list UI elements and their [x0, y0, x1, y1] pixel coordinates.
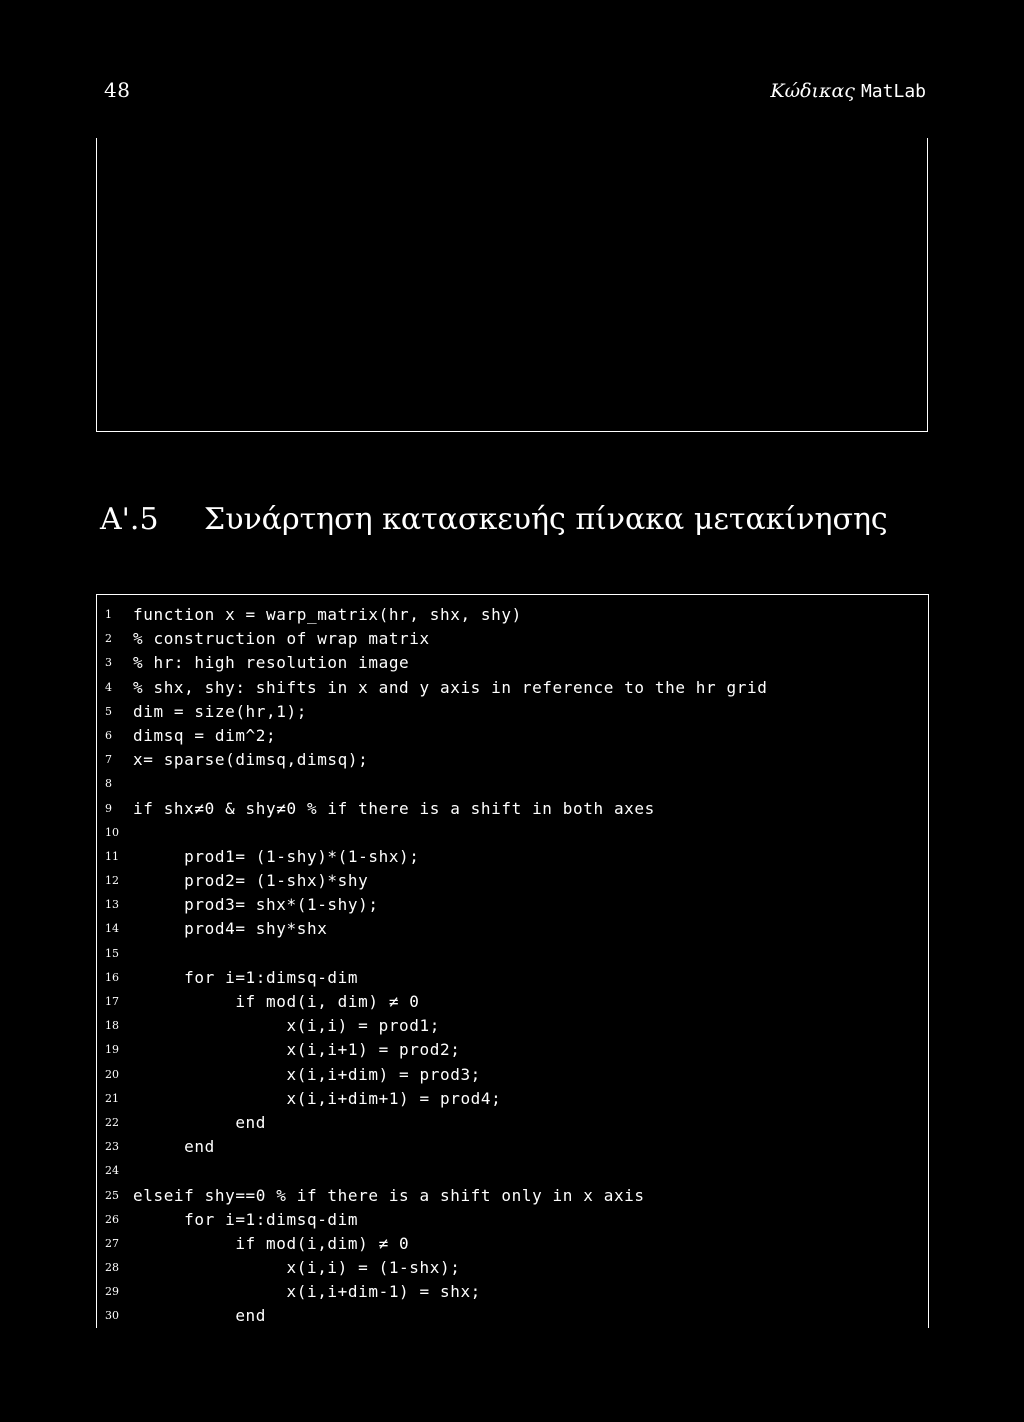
- code-text: if mod(i, dim) ≠ 0: [133, 992, 420, 1011]
- line-number: 11: [105, 849, 119, 863]
- code-line: [97, 1135, 928, 1159]
- line-number: 26: [105, 1212, 119, 1226]
- code-line: [97, 1232, 928, 1256]
- code-text: prod2= (1-shx)*shy: [133, 871, 369, 891]
- code-text: x(i,i) = (1-shx);: [133, 1258, 461, 1278]
- line-number: 3: [105, 656, 112, 670]
- line-number: 12: [105, 874, 119, 888]
- code-line: [97, 942, 928, 966]
- line-number: 20: [105, 1067, 119, 1081]
- code-line: [97, 1038, 928, 1062]
- code-line: [97, 893, 928, 917]
- section-title: Συνάρτηση κατασκευής πίνακα μετακίνησης: [204, 502, 888, 537]
- line-number: 27: [105, 1236, 119, 1250]
- code-line: [97, 821, 928, 845]
- code-text: x= sparse(dimsq,dimsq);: [133, 750, 369, 770]
- code-line: [97, 748, 928, 772]
- previous-code-box: [96, 138, 928, 432]
- code-text: end: [133, 1306, 267, 1326]
- line-number: 25: [105, 1188, 119, 1202]
- code-line: [97, 603, 928, 627]
- running-title: [770, 80, 926, 102]
- running-title-code: MatLab: [860, 81, 926, 102]
- line-number: 29: [105, 1285, 119, 1299]
- code-line: [97, 1087, 928, 1111]
- line-number: 13: [105, 898, 119, 912]
- section-heading: [100, 502, 888, 537]
- code-text: % shx, shy: shifts in x and y axis in reference to the hr grid: [133, 677, 768, 697]
- code-line: [97, 1063, 928, 1087]
- code-line: [97, 651, 928, 675]
- code-text: for i=1:dimsq-dim: [133, 967, 359, 987]
- code-text: dim = size(hr,1);: [133, 701, 307, 721]
- code-line: [97, 845, 928, 869]
- code-line: [97, 966, 928, 990]
- line-number: 28: [105, 1261, 119, 1275]
- code-text: x(i,i+dim+1) = prod4;: [133, 1088, 502, 1108]
- line-number: 6: [105, 728, 112, 742]
- code-line: [97, 1184, 928, 1208]
- line-number: 30: [105, 1309, 119, 1323]
- code-line: [97, 1280, 928, 1304]
- line-number: 18: [105, 1019, 119, 1033]
- code-line: [97, 917, 928, 941]
- code-listing: [96, 594, 929, 1328]
- line-number: 23: [105, 1140, 119, 1154]
- code-text: prod1= (1-shy)*(1-shx);: [133, 846, 420, 866]
- code-line: [97, 797, 928, 821]
- code-line: [97, 700, 928, 724]
- code-text: prod3= shx*(1-shy);: [133, 895, 379, 915]
- line-number: 4: [105, 680, 112, 694]
- code-text: prod4= shy*shx: [133, 919, 328, 939]
- line-number: 15: [105, 946, 119, 960]
- code-text: x(i,i+dim) = prod3;: [133, 1064, 481, 1084]
- line-number: 19: [105, 1043, 119, 1057]
- code-lines: [97, 603, 928, 1329]
- line-number: 21: [105, 1091, 119, 1105]
- code-text: x(i,i) = prod1;: [133, 1016, 440, 1036]
- page-number: 48: [104, 78, 131, 102]
- code-text: % construction of wrap matrix: [133, 629, 430, 649]
- code-text: elseif shy==0 % if there is a shift only in x axis: [133, 1185, 645, 1205]
- code-line: [97, 772, 928, 796]
- line-number: 10: [105, 825, 119, 839]
- code-line: [97, 1304, 928, 1328]
- code-text: dimsq = dim^2;: [133, 725, 277, 745]
- line-number: 7: [105, 753, 112, 767]
- code-line: [97, 869, 928, 893]
- code-text: function x = warp_matrix(hr, shx, shy): [133, 605, 522, 624]
- code-line: [97, 1014, 928, 1038]
- code-line: [97, 990, 928, 1014]
- line-number: 2: [105, 632, 112, 646]
- line-number: 14: [105, 922, 119, 936]
- code-text: if mod(i,dim) ≠ 0: [133, 1233, 410, 1253]
- code-text: end: [133, 1112, 267, 1132]
- code-text: x(i,i+dim-1) = shx;: [133, 1282, 481, 1302]
- code-line: [97, 724, 928, 748]
- code-text: for i=1:dimsq-dim: [133, 1209, 359, 1229]
- code-text: % hr: high resolution image: [133, 653, 410, 673]
- line-number: 17: [105, 995, 119, 1008]
- line-number: 22: [105, 1115, 119, 1129]
- line-number: 24: [105, 1164, 119, 1178]
- line-number: 8: [105, 777, 112, 791]
- running-title-greek: Κώδικας: [770, 80, 855, 102]
- code-text: end: [133, 1137, 215, 1157]
- line-number: 16: [105, 970, 119, 984]
- code-line: [97, 1111, 928, 1135]
- code-line: [97, 676, 928, 700]
- code-line: [97, 1256, 928, 1280]
- section-number: A'.5: [100, 502, 159, 537]
- code-text: x(i,i+1) = prod2;: [133, 1040, 461, 1060]
- code-line: [97, 627, 928, 651]
- code-line: [97, 1159, 928, 1183]
- code-text: if shx≠0 & shy≠0 % if there is a shift in both axes: [133, 798, 655, 818]
- code-line: [97, 1208, 928, 1232]
- line-number: 9: [105, 801, 112, 815]
- line-number: 5: [105, 704, 112, 718]
- line-number: 1: [105, 608, 112, 621]
